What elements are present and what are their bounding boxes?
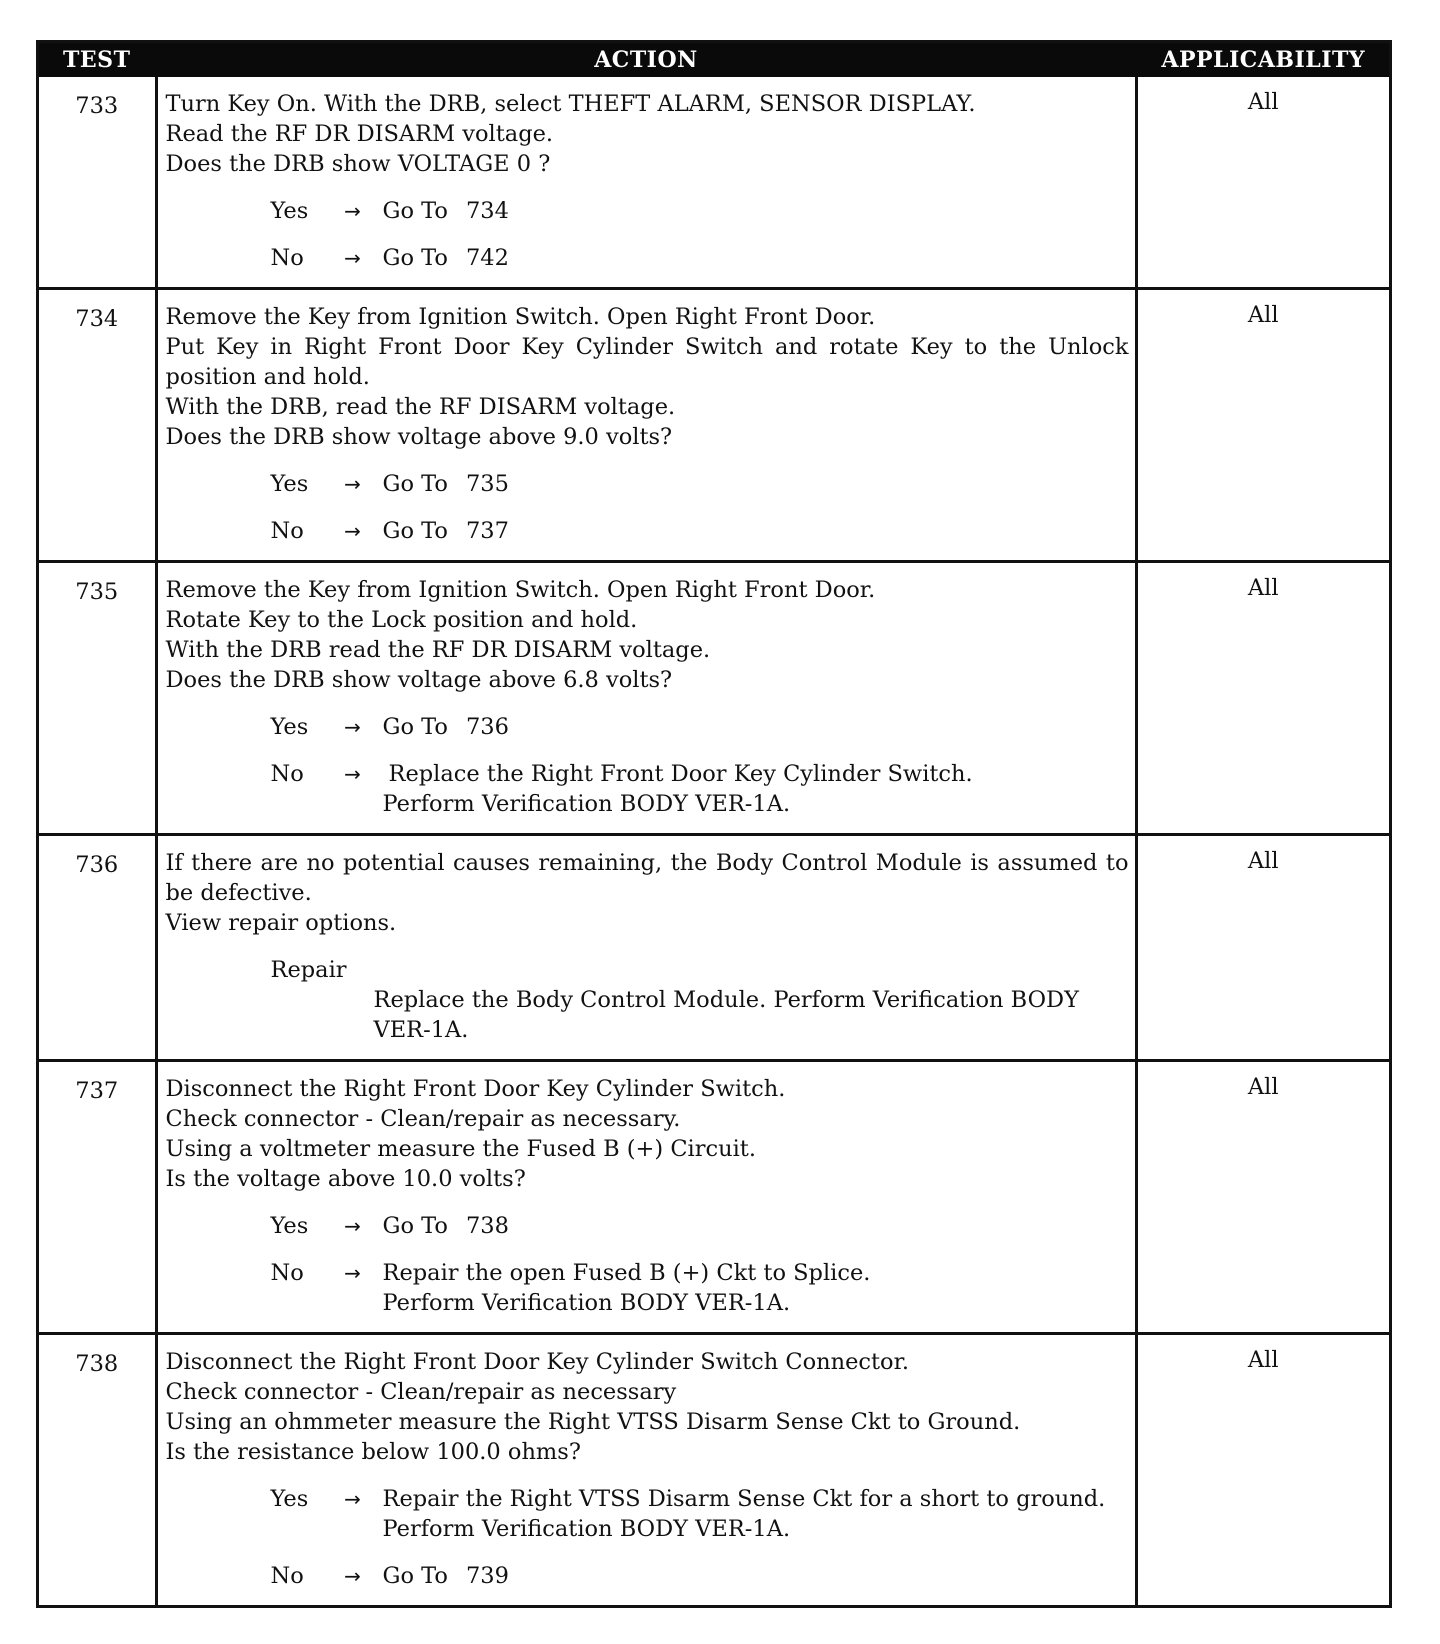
applicability-cell: All [1136,1061,1389,1334]
goto-result [383,196,509,226]
answer-yes: Yes [270,198,309,224]
answer-yes: Yes [270,714,309,740]
no-branch [166,1561,1129,1591]
answer-no: No [270,245,304,271]
action-cell [156,77,1136,289]
test-number: 733 [39,77,156,289]
answer-no: No [270,1563,304,1589]
repair-lines [374,985,1129,1045]
right-arrow-icon: → [344,519,361,543]
action-line: Put Key in Right Front Door Key Cylinder Switch and rotate Key to the Unlock position and hold. [165,334,1129,390]
goto-label: Go To [382,714,448,740]
test-number: 735 [39,562,156,835]
table-row [39,1334,1389,1606]
action-line: With the DRB, read the RF DISARM voltage. [165,394,676,420]
yes-branch [166,196,1129,226]
goto-label: Go To [382,245,448,271]
table-row [39,289,1389,562]
action-line: With the DRB read the RF DR DISARM voltage. [165,637,711,663]
table-row [39,1061,1389,1334]
goto-target: 736 [465,714,509,740]
action-line: Rotate Key to the Lock position and hold. [165,607,638,633]
action-cell [156,289,1136,562]
goto-target: 735 [465,471,509,497]
answer-yes: Yes [270,1213,309,1239]
action-cell [156,835,1136,1061]
yes-branch [166,712,1129,742]
goto-label: Go To [382,518,448,544]
right-arrow-icon: → [344,1487,361,1511]
repair-label: Repair [270,957,347,983]
action-line: Turn Key On. With the DRB, select THEFT ALARM, SENSOR DISPLAY. [165,91,976,117]
goto-target: 734 [465,198,509,224]
goto-result [383,1561,509,1591]
no-branch [166,516,1129,546]
table-header-row [39,43,1389,77]
right-arrow-icon: → [344,199,361,223]
goto-result [383,712,509,742]
result-text [383,759,973,819]
goto-target: 737 [465,518,509,544]
applicability-cell: All [1136,562,1389,835]
result-text [383,1484,1106,1544]
test-number: 738 [39,1334,156,1606]
header-applicability: APPLICABILITY [1136,43,1389,77]
action-line: Using an ohmmeter measure the Right VTSS Disarm Sense Ckt to Ground. [165,1409,1021,1435]
action-cell [156,1061,1136,1334]
repair-line: Replace the Body Control Module. [373,987,767,1013]
action-cell [156,1334,1136,1606]
action-line: Using a voltmeter measure the Fused B (+) Circuit. [165,1136,756,1162]
right-arrow-icon: → [344,762,361,786]
goto-result [383,469,509,499]
repair-line: Perform Verification BODY VER-1A. [373,987,1079,1043]
right-arrow-icon: → [344,1564,361,1588]
applicability-cell: All [1136,835,1389,1061]
right-arrow-icon: → [344,1214,361,1238]
result-line: Perform Verification BODY VER-1A. [382,1516,791,1542]
answer-yes: Yes [270,1486,309,1512]
right-arrow-icon: → [344,246,361,270]
goto-result [383,516,509,546]
result-line: Replace the Right Front Door Key Cylinder Switch. [388,761,973,787]
goto-target: 742 [465,245,509,271]
applicability-cell: All [1136,289,1389,562]
result-line: Perform Verification BODY VER-1A. [382,1290,791,1316]
action-line: Does the DRB show VOLTAGE 0 ? [165,151,551,177]
right-arrow-icon: → [344,472,361,496]
yes-branch [166,469,1129,499]
action-line: Does the DRB show voltage above 6.8 volts? [165,667,673,693]
result-line: Perform Verification BODY VER-1A. [382,791,791,817]
action-line: Remove the Key from Ignition Switch. Open Right Front Door. [165,577,876,603]
goto-label: Go To [382,1213,448,1239]
result-line: Repair the open Fused B (+) Ckt to Splice. [382,1260,871,1286]
test-number: 736 [39,835,156,1061]
goto-label: Go To [382,471,448,497]
yes-branch [166,1484,1129,1544]
action-cell [156,562,1136,835]
no-branch [166,243,1129,273]
test-number: 734 [39,289,156,562]
action-line: View repair options. [165,910,397,936]
yes-branch [166,1211,1129,1241]
answer-no: No [270,1260,304,1286]
goto-label: Go To [382,1563,448,1589]
action-line: Disconnect the Right Front Door Key Cylinder Switch Connector. [165,1349,910,1375]
goto-target: 739 [465,1563,509,1589]
action-line: Disconnect the Right Front Door Key Cylinder Switch. [165,1076,786,1102]
answer-yes: Yes [270,471,309,497]
table-row [39,562,1389,835]
action-line: Check connector - Clean/repair as necessary [165,1379,677,1405]
diagnostic-table-sheet [36,40,1392,1608]
goto-target: 738 [465,1213,509,1239]
action-line: If there are no potential causes remaining, the Body Control Module is assumed to be defective. [165,850,1129,906]
action-line: Does the DRB show voltage above 9.0 volts? [165,424,673,450]
action-line: Is the voltage above 10.0 volts? [165,1166,526,1192]
diagnostic-test-table [39,43,1389,1605]
applicability-cell: All [1136,1334,1389,1606]
no-branch [166,1258,1129,1318]
table-row [39,77,1389,289]
action-line: Remove the Key from Ignition Switch. Open Right Front Door. [165,304,876,330]
no-branch [166,759,1129,819]
action-line: Check connector - Clean/repair as necessary. [165,1106,681,1132]
action-line: Read the RF DR DISARM voltage. [165,121,554,147]
right-arrow-icon: → [344,1261,361,1285]
applicability-cell: All [1136,77,1389,289]
answer-no: No [270,518,304,544]
test-number: 737 [39,1061,156,1334]
goto-result [383,243,509,273]
goto-result [383,1211,509,1241]
action-line: Is the resistance below 100.0 ohms? [165,1439,581,1465]
result-line: Repair the Right VTSS Disarm Sense Ckt for a short to ground. [382,1486,1106,1512]
right-arrow-icon: → [344,715,361,739]
table-row [39,835,1389,1061]
result-text [383,1258,871,1318]
header-action: ACTION [156,43,1136,77]
answer-no: No [270,761,304,787]
goto-label: Go To [382,198,448,224]
header-test: TEST [39,43,156,77]
